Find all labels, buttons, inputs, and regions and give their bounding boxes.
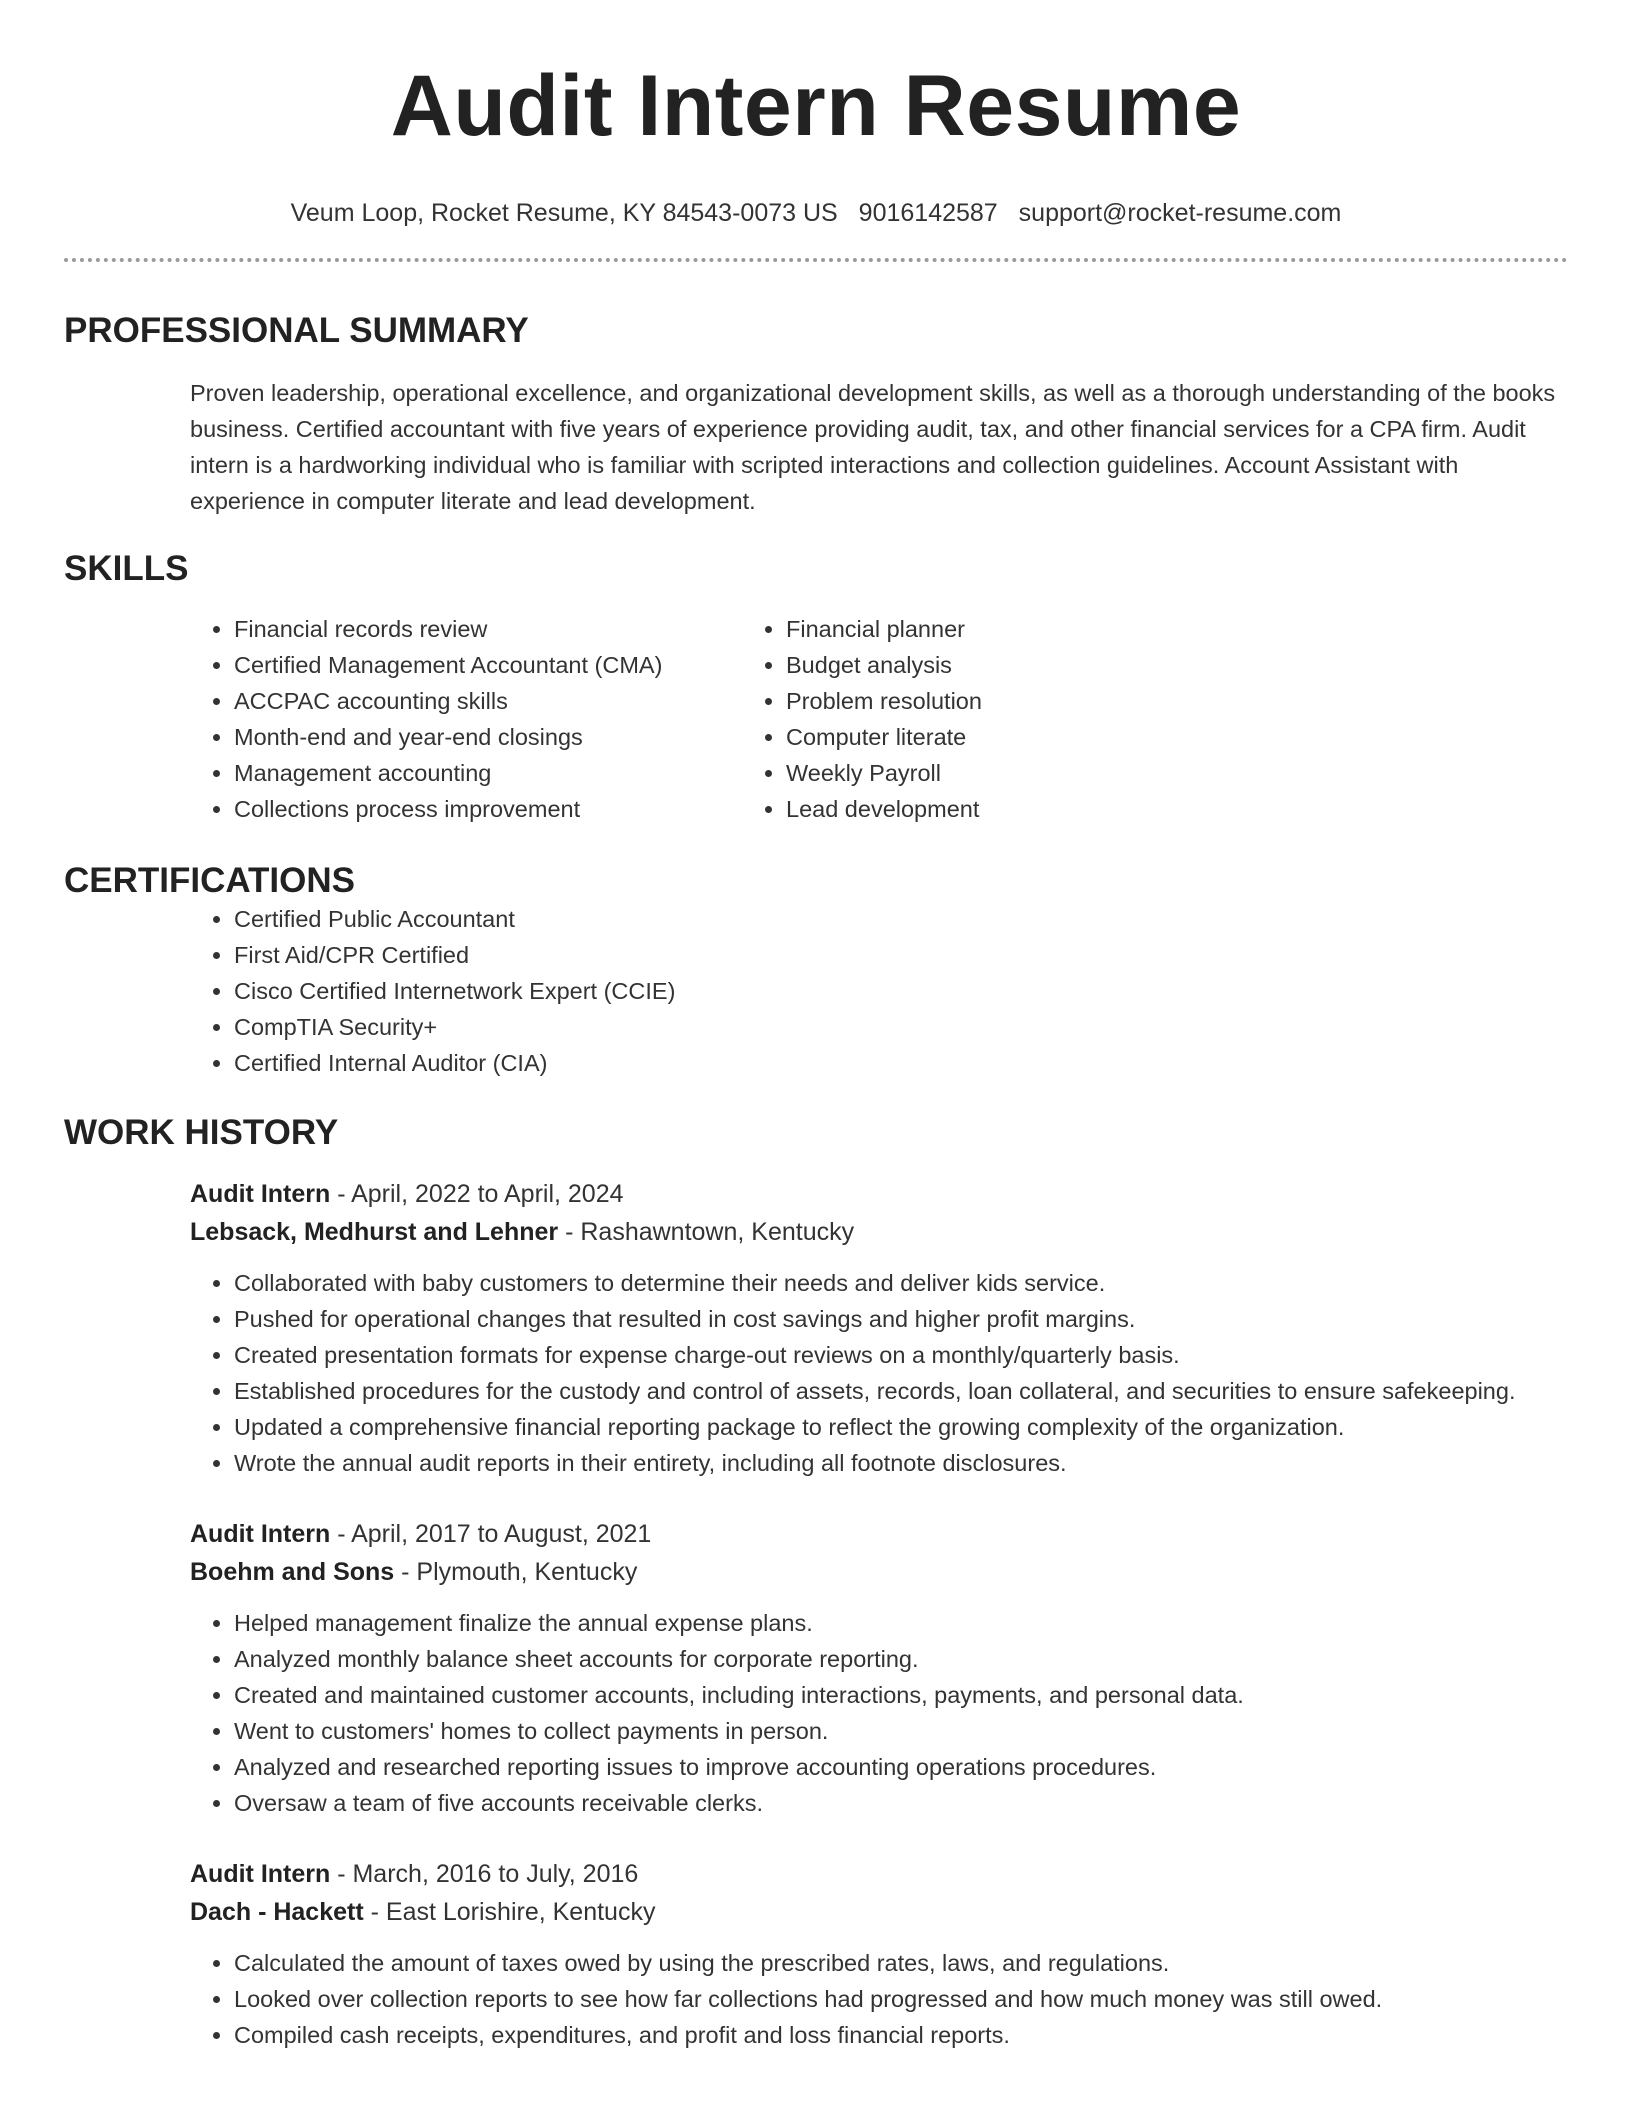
job-spacer: [64, 1821, 1568, 1855]
job-company-line: [190, 1213, 1568, 1251]
job-bullets: [190, 1605, 1568, 1821]
job-location: - East Lorishire, Kentucky: [363, 1898, 656, 1926]
job-role-line: [190, 1855, 1568, 1893]
job-role: Audit Intern: [190, 1520, 331, 1548]
certifications-list: [64, 901, 1568, 1081]
work-history-heading: WORK HISTORY: [64, 1113, 339, 1152]
job-company: Boehm and Sons: [190, 1558, 395, 1586]
skills-heading: SKILLS: [64, 549, 189, 588]
job-entry: [190, 1855, 1568, 2053]
job-bullet: • Updated a comprehensive financial reporting package to reflect the growing complexity of the organization.: [234, 1409, 1568, 1445]
skills-column-left: [64, 611, 744, 827]
job-role: Audit Intern: [190, 1180, 331, 1208]
summary-text: Proven leadership, operational excellence, and organizational development skills, as well as a thorough understanding of the books business. Certified accountant with five years of experience providing audit, tax, and other financial services for a CPA firm. Audit intern is a hardworking individual who is familiar with scripted interactions and collection guidelines. Account Assistant with experience in computer literate and lead development.: [190, 380, 1556, 514]
skill-item: • Collections process improvement: [234, 791, 744, 827]
job-company-line: [190, 1893, 1568, 1931]
job-spacer: [64, 1481, 1568, 1515]
job-entry: [190, 1515, 1568, 1821]
certification-item: • First Aid/CPR Certified: [234, 937, 1568, 973]
contact-address: Veum Loop, Rocket Resume, KY 84543-0073 US: [290, 199, 838, 227]
header-divider: [64, 258, 1568, 262]
certification-item: • Cisco Certified Internetwork Expert (CCIE): [234, 973, 1568, 1009]
contact-line: [64, 198, 1568, 228]
summary-heading: PROFESSIONAL SUMMARY: [64, 311, 529, 350]
job-bullet: • Analyzed and researched reporting issues to improve accounting operations procedures.: [234, 1749, 1568, 1785]
job-dates: - April, 2022 to April, 2024: [330, 1180, 624, 1208]
skill-item: • Management accounting: [234, 755, 744, 791]
job-role: Audit Intern: [190, 1860, 331, 1888]
skills-column-right: [744, 611, 1424, 827]
job-bullet: • Helped management finalize the annual expense plans.: [234, 1605, 1568, 1641]
job-entry: [190, 1175, 1568, 1481]
skill-item: • Lead development: [786, 791, 1424, 827]
job-role-line: [190, 1175, 1568, 1213]
job-bullet: • Established procedures for the custody and control of assets, records, loan collateral, and securities to ensure safekeeping.: [234, 1373, 1568, 1409]
resume-title: Audit Intern Resume: [390, 58, 1242, 154]
job-bullet: • Created and maintained customer accounts, including interactions, payments, and personal data.: [234, 1677, 1568, 1713]
job-company: Lebsack, Medhurst and Lehner: [190, 1218, 559, 1246]
job-bullet: • Went to customers' homes to collect payments in person.: [234, 1713, 1568, 1749]
job-bullets: [190, 1945, 1568, 2053]
skill-item: • Certified Management Accountant (CMA): [234, 647, 744, 683]
job-bullet: • Compiled cash receipts, expenditures, and profit and loss financial reports.: [234, 2017, 1568, 2053]
certification-item: • Certified Public Accountant: [234, 901, 1568, 937]
job-role-line: [190, 1515, 1568, 1553]
job-bullet: • Oversaw a team of five accounts receivable clerks.: [234, 1785, 1568, 1821]
certification-item: • Certified Internal Auditor (CIA): [234, 1045, 1568, 1081]
skill-item: • Financial records review: [234, 611, 744, 647]
job-bullet: • Calculated the amount of taxes owed by using the prescribed rates, laws, and regulations.: [234, 1945, 1568, 1981]
certifications-heading: CERTIFICATIONS: [64, 861, 356, 900]
skill-item: • Weekly Payroll: [786, 755, 1424, 791]
contact-email[interactable]: support@rocket-resume.com: [1018, 199, 1342, 227]
job-bullet: • Looked over collection reports to see how far collections had progressed and how much money was still owed.: [234, 1981, 1568, 2017]
skill-item: • Computer literate: [786, 719, 1424, 755]
job-company-line: [190, 1553, 1568, 1591]
job-dates: - April, 2017 to August, 2021: [330, 1520, 652, 1548]
skills-grid: [64, 611, 1568, 827]
skill-item: • Month-end and year-end closings: [234, 719, 744, 755]
certification-item: • CompTIA Security+: [234, 1009, 1568, 1045]
job-company: Dach - Hackett: [190, 1898, 364, 1926]
job-bullet: • Pushed for operational changes that resulted in cost savings and higher profit margins.: [234, 1301, 1568, 1337]
job-dates: - March, 2016 to July, 2016: [330, 1860, 639, 1888]
job-bullet: • Wrote the annual audit reports in their entirety, including all footnote disclosures.: [234, 1445, 1568, 1481]
job-bullet: • Collaborated with baby customers to determine their needs and deliver kids service.: [234, 1265, 1568, 1301]
skill-item: • Budget analysis: [786, 647, 1424, 683]
job-bullet: • Created presentation formats for expense charge-out reviews on a monthly/quarterly basis.: [234, 1337, 1568, 1373]
skill-item: • ACCPAC accounting skills: [234, 683, 744, 719]
skills-list-left: [64, 611, 744, 827]
skill-item: • Problem resolution: [786, 683, 1424, 719]
job-location: - Rashawntown, Kentucky: [558, 1218, 855, 1246]
job-location: - Plymouth, Kentucky: [394, 1558, 638, 1586]
contact-phone: 9016142587: [858, 199, 998, 227]
skill-item: • Financial planner: [786, 611, 1424, 647]
job-bullet: • Analyzed monthly balance sheet accounts for corporate reporting.: [234, 1641, 1568, 1677]
skills-list-right: [744, 611, 1424, 827]
job-bullets: [190, 1265, 1568, 1481]
